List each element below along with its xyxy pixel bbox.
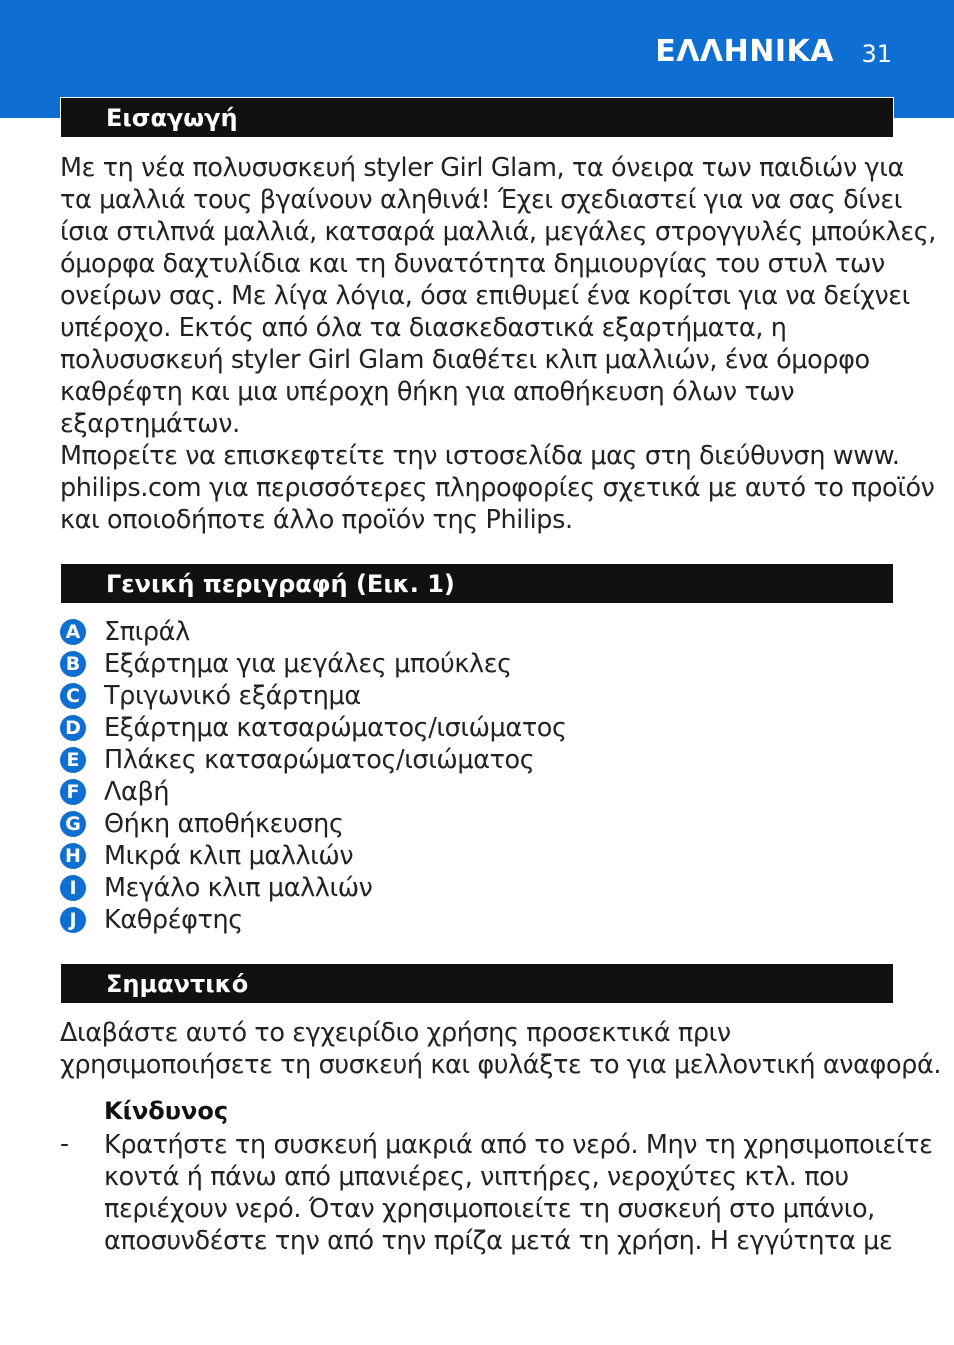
letter-badge: I [60,875,86,901]
text-line: εξαρτημάτων. [60,409,240,439]
list-item [60,776,760,808]
list-item [60,680,760,712]
text-line: Μπορείτε να επισκεφτείτε την ιστοσελίδα μας στη διεύθυνση www. [60,441,900,471]
section-title: Εισαγωγή [106,104,238,132]
language-label: ΕΛΛΗΝΙΚΑ [655,34,834,69]
part-label: Λαβή [104,777,170,807]
text-line: Με τη νέα πολυσυσκευή styler Girl Glam, τα όνειρα των παιδιών για [60,153,904,183]
list-item [60,904,760,936]
text-line: αποσυνδέστε την από την πρίζα μετά τη χρήση. Η εγγύτητα με [104,1226,893,1256]
text-line: πολυσυσκευή styler Girl Glam διαθέτει κλιπ μαλλιών, ένα όμορφο [60,345,870,375]
list-item [60,808,760,840]
part-label: Τριγωνικό εξάρτημα [104,681,361,711]
bullet-dash: - [60,1129,70,1158]
text-line: ίσια στιλπνά μαλλιά, κατσαρά μαλλιά, μεγάλες στρογγυλές μπούκλες, [60,217,937,247]
section-title: Σημαντικό [106,970,249,998]
section-heading-general-description [60,563,894,604]
intro-paragraph [60,152,937,536]
text-line: philips.com για περισσότερες πληροφορίες σχετικά με αυτό το προϊόν [60,473,935,503]
part-label: Σπιράλ [104,617,190,647]
list-item [60,712,760,744]
letter-badge: E [60,747,86,773]
part-label: Εξάρτημα κατσαρώματος/ισιώματος [104,713,567,743]
important-paragraph [60,1017,942,1081]
text-line: ονείρων σας. Με λίγα λόγια, όσα επιθυμεί ένα κορίτσι για να δείχνει [60,281,910,311]
part-label: Θήκη αποθήκευσης [104,809,344,839]
danger-paragraph [104,1129,933,1257]
part-label: Εξάρτημα για μεγάλες μπούκλες [104,649,512,679]
list-item [60,648,760,680]
danger-heading: Κίνδυνος [104,1097,229,1125]
section-title: Γενική περιγραφή (Εικ. 1) [106,570,455,598]
parts-list [60,616,760,936]
list-item [60,872,760,904]
page-number: 31 [861,40,892,68]
text-line: περιέχουν νερό. Όταν χρησιμοποιείτε τη συσκευή στο μπάνιο, [104,1194,875,1224]
part-label: Πλάκες κατσαρώματος/ισιώματος [104,745,535,775]
letter-badge: J [60,907,86,933]
text-line: τα μαλλιά τους βγαίνουν αληθινά! Έχει σχεδιαστεί για να σας δίνει [60,185,902,215]
letter-badge: G [60,811,86,837]
list-item [60,744,760,776]
letter-badge: C [60,683,86,709]
part-label: Καθρέφτης [104,905,243,935]
text-line: χρησιμοποιήσετε τη συσκευή και φυλάξτε το για μελλοντική αναφορά. [60,1050,942,1080]
text-line: όμορφα δαχτυλίδια και τη δυνατότητα δημιουργίας του στυλ των [60,249,885,279]
text-line: υπέροχο. Εκτός από όλα τα διασκεδαστικά εξαρτήματα, η [60,313,787,343]
text-line: Διαβάστε αυτό το εγχειρίδιο χρήσης προσεκτικά πριν [60,1018,731,1048]
text-line: κοντά ή πάνω από μπανιέρες, νιπτήρες, νεροχύτες κτλ. που [104,1162,849,1192]
text-line: καθρέφτη και μια υπέροχη θήκη για αποθήκευση όλων των [60,377,795,407]
part-label: Μεγάλο κλιπ μαλλιών [104,873,373,903]
section-heading-intro [60,97,894,138]
section-heading-important [60,963,894,1004]
letter-badge: A [60,619,86,645]
list-item [60,616,760,648]
letter-badge: F [60,779,86,805]
text-line: Κρατήστε τη συσκευή μακριά από το νερό. Μην τη χρησιμοποιείτε [104,1130,933,1160]
part-label: Μικρά κλιπ μαλλιών [104,841,354,871]
list-item [60,840,760,872]
letter-badge: D [60,715,86,741]
letter-badge: B [60,651,86,677]
letter-badge: H [60,843,86,869]
text-line: και οποιοδήποτε άλλο προϊόν της Philips. [60,505,573,535]
